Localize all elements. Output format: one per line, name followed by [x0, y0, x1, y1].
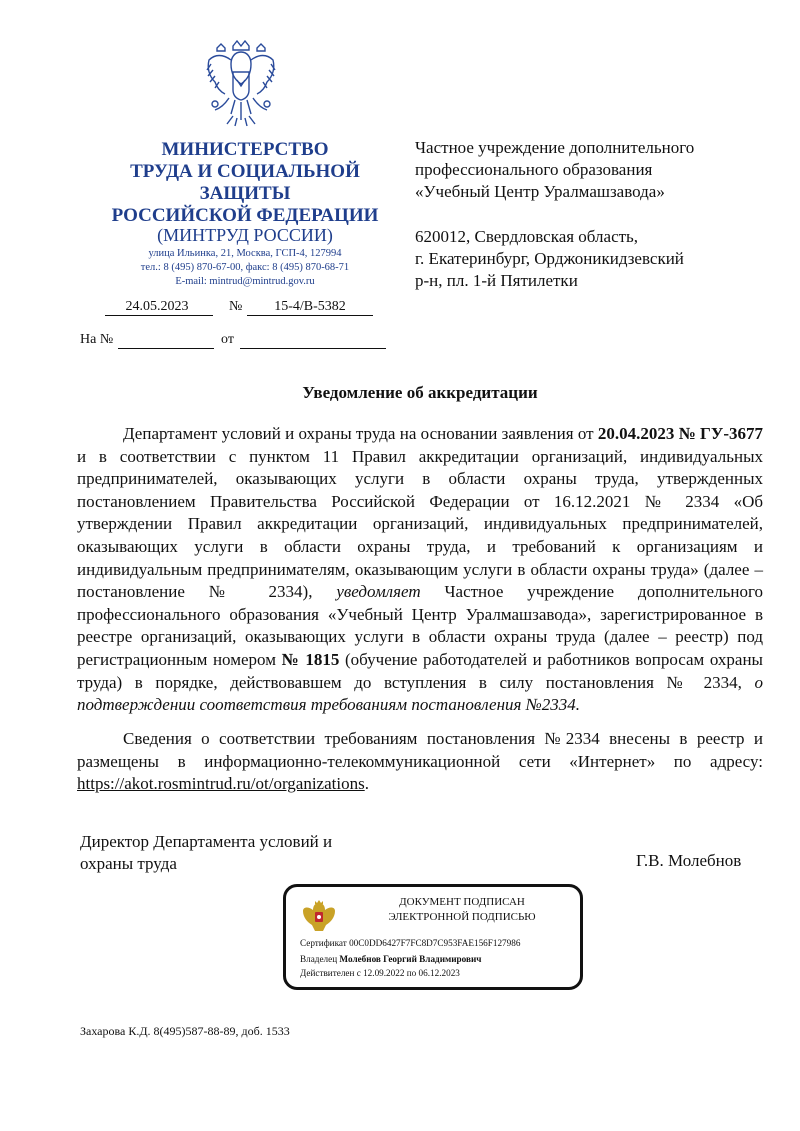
recipient-name: «Учебный Центр Уралмашзавода» — [415, 182, 665, 201]
reference-number-label: На № — [80, 332, 114, 347]
number-sign: № — [229, 299, 243, 314]
recipient-name: профессионального образования — [415, 160, 653, 179]
stamp-owner: Владелец Молебнов Георгий Владимирович — [300, 954, 482, 964]
ministry-name-line: РОССИЙСКОЙ ФЕДЕРАЦИИ — [111, 205, 379, 226]
executor-contact: Захарова К.Д. 8(495)587-88-89, доб. 1533 — [80, 1024, 290, 1038]
ministry-email: E-mail: mintrud@mintrud.gov.ru — [175, 276, 315, 287]
recipient-name: Частное учреждение дополнительного — [415, 138, 695, 157]
stamp-validity: Действителен с 12.09.2022 по 06.12.2023 — [300, 968, 460, 978]
signatory-name: Г.В. Молебнов — [636, 851, 742, 870]
ministry-name-line: МИНИСТЕРСТВО — [161, 139, 329, 160]
coat-of-arms-icon — [302, 899, 336, 935]
ministry-address: улица Ильинка, 21, Москва, ГСП-4, 127994 — [148, 248, 342, 259]
registration-line — [103, 297, 375, 319]
body-paragraph: Департамент условий и охраны труда на основании заявления от 20.04.2023 № ГУ-3677 и в соответствии с пунктом 11 Правил аккредитации организаций, индивидуальных предпринимателей, оказывающих услуги в области охраны труда, утвержденных постановлением Правительства Российской Федерации от 16.12.2021 № 2334 «Об утверждении Правил аккредитации организаций, индивидуальных предпринимателей, оказывающих услуги в области охраны труда, и требований к организациям и индивидуальным предпринимателям, оказывающим услуги в области охраны труда» (далее – постановление № 2334), уведомляет Частное учреждение дополнительного профессионального образования «Учебный Центр Уралмашзавода», зарегистрированное в реестре организаций, оказывающих услуги в области охраны труда (далее – реестр) под регистрационным номером № 1815 (обучение работодателей и работников вопросам охраны труда) в порядке, действовавшем до вступления в силу постановления № 2334, о подтверждении соответствия требованиям постановления №2334. — [77, 424, 763, 715]
recipient-address: г. Екатеринбург, Орджоникидзевский — [415, 249, 684, 268]
coat-of-arms-icon — [203, 38, 279, 130]
ministry-phone-fax: тел.: 8 (495) 870-67-00, факс: 8 (495) 870-68-71 — [140, 262, 350, 273]
recipient-address: 620012, Свердловская область, — [415, 227, 639, 246]
body-paragraph: Сведения о соответствии требованиям постановления №2334 внесены в реестр и размещены в информационно-телекоммуникационной сети «Интернет» по адресу: https://akot.rosmintrud.ru/ot/organizations. — [77, 729, 763, 794]
registry-link[interactable]: https://akot.rosmintrud.ru/ot/organizations — [77, 774, 365, 794]
registration-number: 15-4/В-5382 — [274, 299, 346, 314]
ministry-name-line: ЗАЩИТЫ — [199, 183, 291, 204]
reference-from-label: от — [221, 332, 234, 347]
electronic-signature-stamp — [283, 884, 583, 990]
stamp-header: ЭЛЕКТРОННОЙ ПОДПИСЬЮ — [388, 911, 536, 923]
registration-date: 24.05.2023 — [125, 299, 189, 314]
signatory-title: Директор Департамента условий и — [80, 832, 333, 851]
recipient-address: р-н, пл. 1-й Пятилетки — [415, 271, 578, 290]
letter-subject: Уведомление об аккредитации — [302, 383, 538, 402]
signatory-title: охраны труда — [80, 854, 177, 873]
reference-line — [80, 330, 390, 352]
ministry-short-name: (МИНТРУД РОССИИ) — [157, 225, 333, 245]
ministry-name-line: ТРУДА И СОЦИАЛЬНОЙ — [130, 161, 360, 182]
stamp-certificate: Сертификат 00C0DD6427F7FC8D7C953FAE156F127986 — [300, 938, 521, 948]
stamp-header: ДОКУМЕНТ ПОДПИСАН — [399, 896, 525, 908]
